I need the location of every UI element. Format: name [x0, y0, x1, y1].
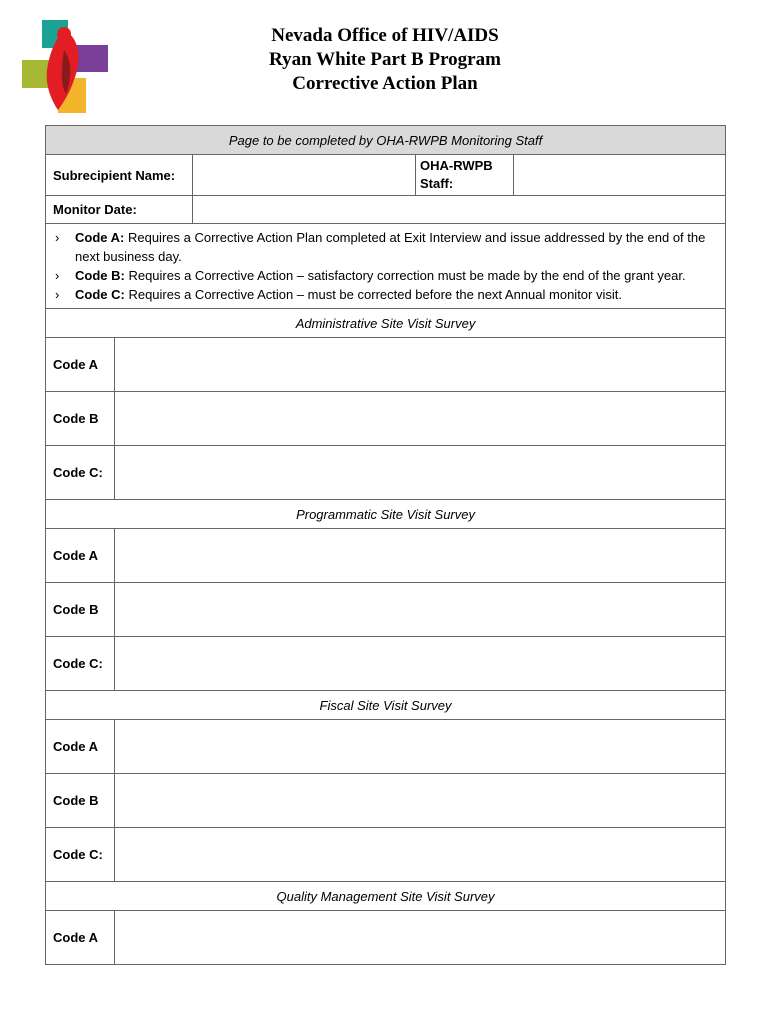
monitor-date-label: Monitor Date: — [46, 196, 193, 224]
code-response-field[interactable] — [115, 583, 726, 637]
staff-banner: Page to be completed by OHA-RWPB Monitoring Staff — [46, 126, 726, 155]
title-line-2: Ryan White Part B Program — [269, 49, 501, 70]
code-row — [46, 446, 726, 500]
legend-item — [53, 228, 718, 266]
legend-text: Requires a Corrective Action – satisfactory correction must be made by the end of the grant year. — [124, 268, 686, 283]
staff-label-line-1: OHA-RWPB — [420, 158, 493, 173]
code-row — [46, 583, 726, 637]
code-label: Code C: — [46, 828, 115, 882]
code-legend — [46, 224, 726, 309]
code-label: Code A — [46, 720, 115, 774]
section-title: Quality Management Site Visit Survey — [46, 882, 726, 911]
legend-list — [53, 228, 718, 304]
code-label: Code C: — [46, 637, 115, 691]
code-response-field[interactable] — [115, 529, 726, 583]
code-row — [46, 338, 726, 392]
code-label: Code A — [46, 911, 115, 965]
code-response-field[interactable] — [115, 828, 726, 882]
bullet-arrow-icon: › — [55, 287, 60, 302]
legend-code: Code A: — [75, 230, 125, 245]
code-response-field[interactable] — [115, 446, 726, 500]
logo-purple-block — [76, 45, 108, 72]
code-label: Code A — [46, 338, 115, 392]
legend-text: Requires a Corrective Action Plan completed at Exit Interview and issue addressed by the end of the next business day. — [75, 230, 706, 264]
bullet-arrow-icon: › — [55, 268, 60, 283]
code-row — [46, 828, 726, 882]
code-label: Code B — [46, 392, 115, 446]
code-label: Code C: — [46, 446, 115, 500]
subrecipient-name-field[interactable] — [193, 155, 416, 196]
code-row — [46, 529, 726, 583]
logo-red-dot — [57, 27, 71, 41]
legend-code: Code C: — [75, 287, 125, 302]
section-title: Fiscal Site Visit Survey — [46, 691, 726, 720]
section-title: Administrative Site Visit Survey — [46, 309, 726, 338]
title-line-1: Nevada Office of HIV/AIDS — [271, 25, 499, 46]
logo-green-block — [22, 60, 50, 88]
section-title: Programmatic Site Visit Survey — [46, 500, 726, 529]
code-row — [46, 392, 726, 446]
code-response-field[interactable] — [115, 637, 726, 691]
monitor-date-field[interactable] — [193, 196, 726, 224]
code-row — [46, 720, 726, 774]
code-label: Code B — [46, 583, 115, 637]
title-line-3: Corrective Action Plan — [292, 73, 478, 94]
staff-label — [416, 155, 514, 196]
code-row — [46, 911, 726, 965]
legend-item — [53, 285, 718, 304]
document-title — [160, 24, 610, 96]
legend-code: Code B: — [75, 268, 125, 283]
code-row — [46, 637, 726, 691]
nevada-oha-logo — [20, 20, 110, 115]
survey-sections — [46, 309, 726, 965]
staff-label-line-2: Staff: — [420, 176, 454, 191]
corrective-action-form — [45, 125, 726, 965]
legend-text: Requires a Corrective Action – must be corrected before the next Annual monitor visit. — [124, 287, 622, 302]
code-response-field[interactable] — [115, 774, 726, 828]
staff-name-field[interactable] — [514, 155, 726, 196]
bullet-arrow-icon: › — [55, 230, 60, 245]
subrecipient-label: Subrecipient Name: — [46, 155, 193, 196]
code-response-field[interactable] — [115, 392, 726, 446]
code-response-field[interactable] — [115, 911, 726, 965]
code-label: Code A — [46, 529, 115, 583]
code-response-field[interactable] — [115, 720, 726, 774]
code-row — [46, 774, 726, 828]
legend-item — [53, 266, 718, 285]
code-label: Code B — [46, 774, 115, 828]
code-response-field[interactable] — [115, 338, 726, 392]
